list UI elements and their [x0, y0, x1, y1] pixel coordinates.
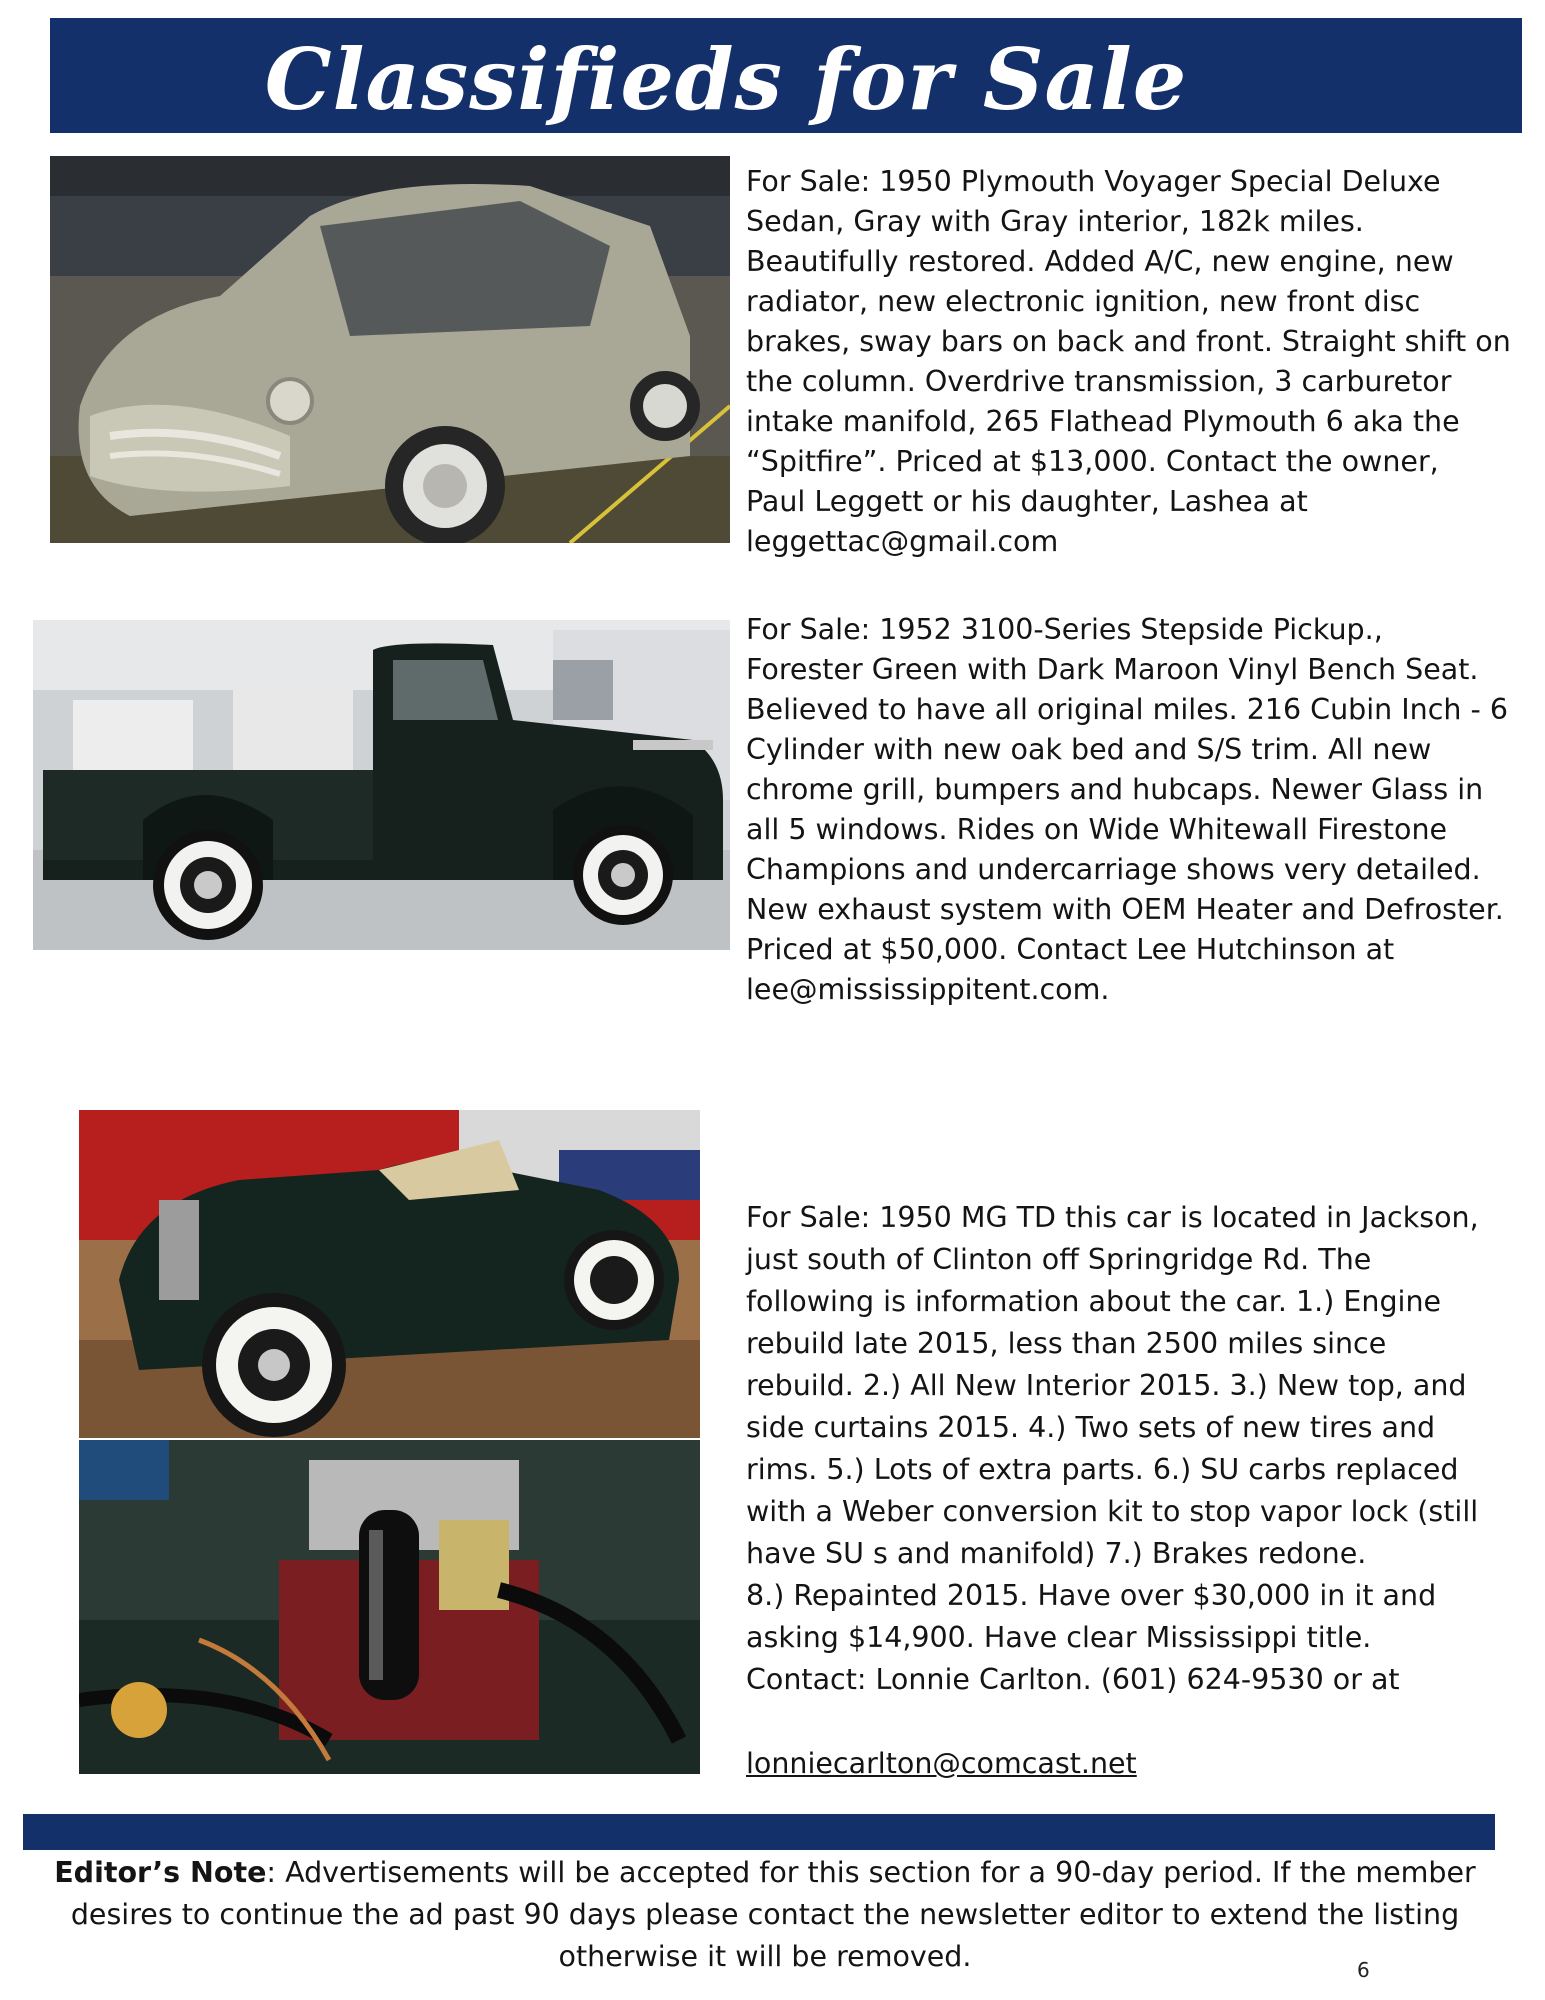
- listing-2-description: For Sale: 1952 3100-Series Stepside Pickup., Forester Green with Dark Maroon Vinyl Bench Seat. Believed to have all original miles. 216 Cubin Inch - 6 Cylinder with new oak bed and S/S trim. All new chrome grill, bumpers and hubcaps. Newer Glass in all 5 windows. Rides on Wide Whitewall Firestone Champions and undercarriage shows very detailed. New exhaust system with OEM Heater and Defroster. Priced at $50,000. Contact Lee Hutchinson at lee@mississippitent.com.: [746, 613, 1508, 1006]
- editors-note-label: Editor’s Note: [54, 1856, 267, 1889]
- header-banner: [50, 18, 1522, 133]
- listing-3-text: For Sale: 1950 MG TD this car is located in Jackson, just south of Clinton off Springridge Rd. The following is information about the car. 1.) Engine rebuild late 2015, less than 2500 miles since rebuild. 2.) All New Interior 2015. 3.) New top, and side curtains 2015. 4.) Two sets of new tires and rims. 5.) Lots of extra parts. 6.) SU carbs replaced with a Weber conversion kit to stop vapor lock (still have SU s and manifold) 7.) Brakes redone. 8.) Repainted 2015. Have over $30,000 in it and asking $14,900. Have clear Mississippi title. Contact: Lonnie Carlton. (601) 624-9530 or at: [746, 1201, 1479, 1696]
- footer-divider-bar: [23, 1814, 1495, 1850]
- listing-3-photo-engine: [79, 1440, 700, 1774]
- listing-3-email-link[interactable]: lonniecarlton@comcast.net: [746, 1747, 1137, 1780]
- listing-1-description: For Sale: 1950 Plymouth Voyager Special Deluxe Sedan, Gray with Gray interior, 182k miles. Beautifully restored. Added A/C, new engine, new radiator, new electronic ignition, new front disc brakes, sway bars on back and front. Straight shift on the column. Overdrive transmission, 3 carburetor intake manifold, 265 Flathead Plymouth 6 aka the “Spitfire”. Priced at $13,000. Contact the owner, Paul Leggett or his daughter, Lashea at leggettac@gmail.com: [746, 165, 1511, 558]
- editors-note-text: : Advertisements will be accepted for this section for a 90-day period. If the member desires to continue the ad past 90 days please contact the newsletter editor to extend the listing otherwise it will be removed.: [70, 1856, 1476, 1973]
- page-title: Classifieds for Sale: [264, 30, 1188, 129]
- listing-1-photo: [50, 156, 730, 543]
- listing-2-photo: [33, 620, 730, 950]
- listing-3-photo-exterior: [79, 1110, 700, 1438]
- page-number: 6: [1357, 1958, 1370, 1982]
- editors-note: [20, 1852, 1510, 1978]
- listing-3-description: [746, 1155, 1526, 1785]
